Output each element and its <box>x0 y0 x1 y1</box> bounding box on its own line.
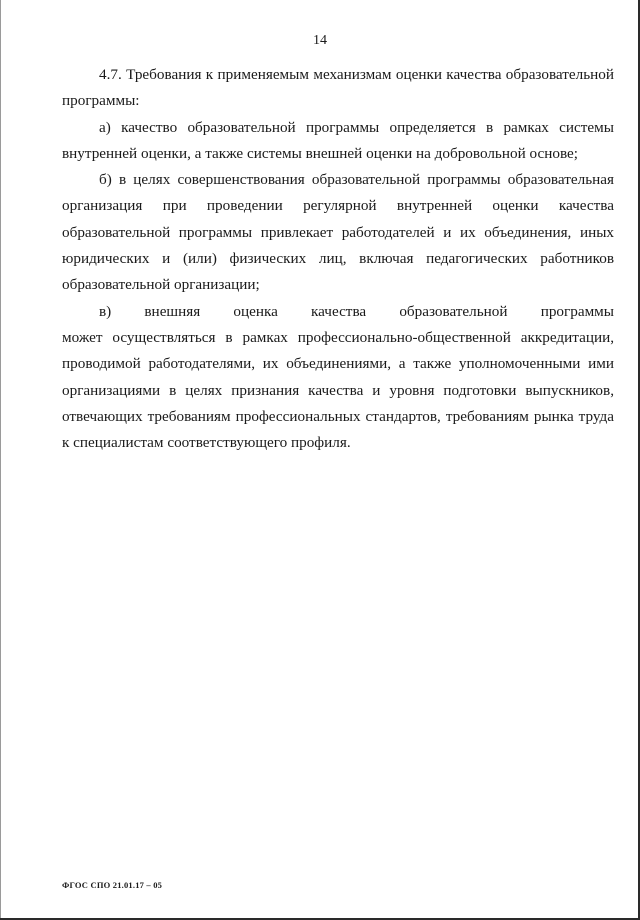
footer-standard-code: ФГОС СПО 21.01.17 – 05 <box>62 880 163 890</box>
paragraph-item-b: б) в целях совершенствования образовательной программы образовательная организация при проведении регулярной внутренней оценки качества образовательной программы привлекает работодателей и их объединения, иных юридических и (или) физических лиц, включая педагогических работников образовательной организации; <box>62 171 614 294</box>
page-number: 14 <box>313 33 327 48</box>
paragraph-item-v-first-line: в) внешняя оценка качества образовательной программы <box>99 302 614 320</box>
document-body <box>62 62 614 456</box>
paragraph-item-v-continuation: может осуществляться в рамках профессионально-общественной аккредитации, проводимой работодателями, их объединениями, а также уполномоченными ими организациями в целях признания качества и уровня подготовки выпускников, отвечающих требованиям профессиональных стандартов, требованиям рынка труда к специалистам соответствующего профиля. <box>62 328 614 452</box>
scan-edge-left <box>0 0 1 920</box>
paragraph-4-7: 4.7. Требования к применяемым механизмам оценки качества образовательной программы: <box>62 66 614 110</box>
paragraph-item-a: а) качество образовательной программы определяется в рамках системы внутренней оценки, а также системы внешней оценки на добровольной основе; <box>62 118 614 162</box>
